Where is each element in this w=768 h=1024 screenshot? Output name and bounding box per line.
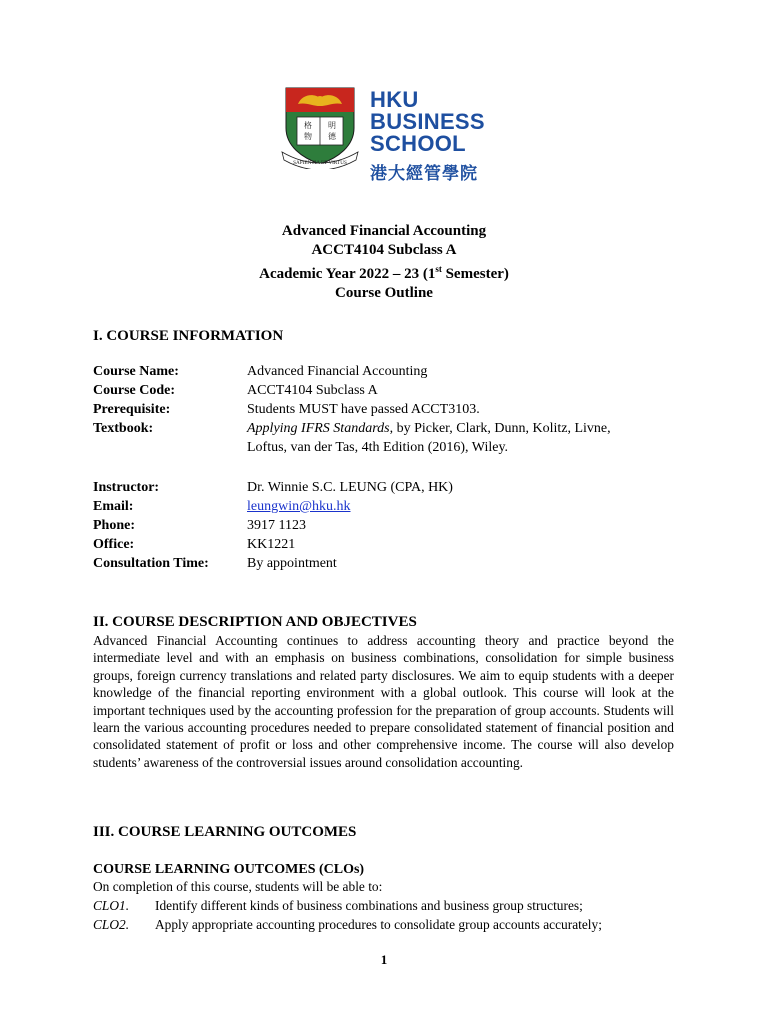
svg-text:德: 德 bbox=[328, 132, 336, 141]
textbook-title: Applying IFRS Standards bbox=[247, 421, 390, 436]
clo-item bbox=[93, 898, 583, 914]
info-value: Students MUST have passed ACCT3103. bbox=[247, 402, 480, 417]
page-number: 1 bbox=[380, 952, 388, 967]
info-value: ACCT4104 Subclass A bbox=[247, 383, 378, 398]
crest-motto: SAPIENTIA ET VIRTUS bbox=[293, 160, 347, 166]
academic-year: Academic Year 2022 – 23 (1st Semester) bbox=[259, 264, 509, 282]
brand-line-business: BUSINESS bbox=[370, 109, 485, 134]
document-title-block bbox=[0, 222, 768, 303]
info-value: Applying IFRS Standards, by Picker, Clark, Dunn, Kolitz, Livne, bbox=[247, 421, 611, 436]
hku-business-school-logo bbox=[280, 84, 500, 184]
svg-text:格: 格 bbox=[304, 121, 312, 130]
info-label: Instructor: bbox=[93, 480, 160, 495]
info-value: KK1221 bbox=[247, 537, 296, 552]
clos-subheading: COURSE LEARNING OUTCOMES (CLOs) bbox=[93, 862, 365, 877]
clo-id: CLO1. bbox=[93, 898, 130, 913]
clo-id: CLO2. bbox=[93, 917, 130, 932]
svg-text:物: 物 bbox=[304, 132, 312, 141]
info-label: Course Code: bbox=[93, 383, 176, 398]
info-label: Phone: bbox=[93, 518, 135, 533]
hku-crest-icon bbox=[280, 84, 360, 169]
info-value: By appointment bbox=[247, 556, 337, 571]
brand-line-school: SCHOOL bbox=[370, 131, 466, 156]
svg-text:明: 明 bbox=[328, 121, 336, 130]
brand-line-hku: HKU bbox=[370, 87, 419, 112]
info-value: Dr. Winnie S.C. LEUNG (CPA, HK) bbox=[247, 480, 453, 495]
clo-item bbox=[93, 917, 602, 933]
info-value: Loftus, van der Tas, 4th Edition (2016), Wiley. bbox=[247, 440, 509, 455]
section-description-heading: II. COURSE DESCRIPTION AND OBJECTIVES bbox=[93, 614, 417, 630]
course-title: Advanced Financial Accounting bbox=[281, 223, 487, 239]
info-value: Advanced Financial Accounting bbox=[247, 364, 428, 379]
clos-intro: On completion of this course, students will be able to: bbox=[93, 879, 383, 894]
document-type: Course Outline bbox=[335, 285, 433, 301]
info-label: Email: bbox=[93, 499, 134, 514]
info-label: Consultation Time: bbox=[93, 556, 209, 571]
info-label: Textbook: bbox=[93, 421, 154, 436]
course-code-title: ACCT4104 Subclass A bbox=[311, 242, 457, 258]
info-label: Office: bbox=[93, 537, 135, 552]
brand-wordmark bbox=[370, 89, 485, 184]
clo-text: Apply appropriate accounting procedures to consolidate group accounts accurately; bbox=[155, 917, 602, 932]
section-course-information-heading: I. COURSE INFORMATION bbox=[93, 328, 284, 344]
section-learning-outcomes-heading: III. COURSE LEARNING OUTCOMES bbox=[93, 824, 357, 840]
course-description-paragraph: Advanced Financial Accounting continues to address accounting theory and practice beyond the intermediate level and with an emphasis on business combinations, consolidation for simple business groups, foreign currency translations and related party disclosures. We aim to equip students with a deeper knowledge of the financial reporting environment with a global outlook. This course will look at the important techniques used by the accounting profession for the preparation of group accounts. Students will learn the various accounting procedures needed to prepare consolidated statement of financial position and consolidated statement of profit or loss and other comprehensive income. The course will also develop students’ awareness of the controversial issues around consolidation accounting. bbox=[93, 633, 674, 770]
brand-chinese-name: 港大經管學院 bbox=[370, 164, 478, 184]
clo-text: Identify different kinds of business combinations and business group structures; bbox=[155, 898, 583, 913]
info-label: Prerequisite: bbox=[93, 402, 171, 417]
instructor-email-link[interactable]: leungwin@hku.hk bbox=[247, 499, 351, 514]
info-value: 3917 1123 bbox=[247, 518, 306, 533]
info-label: Course Name: bbox=[93, 364, 179, 379]
